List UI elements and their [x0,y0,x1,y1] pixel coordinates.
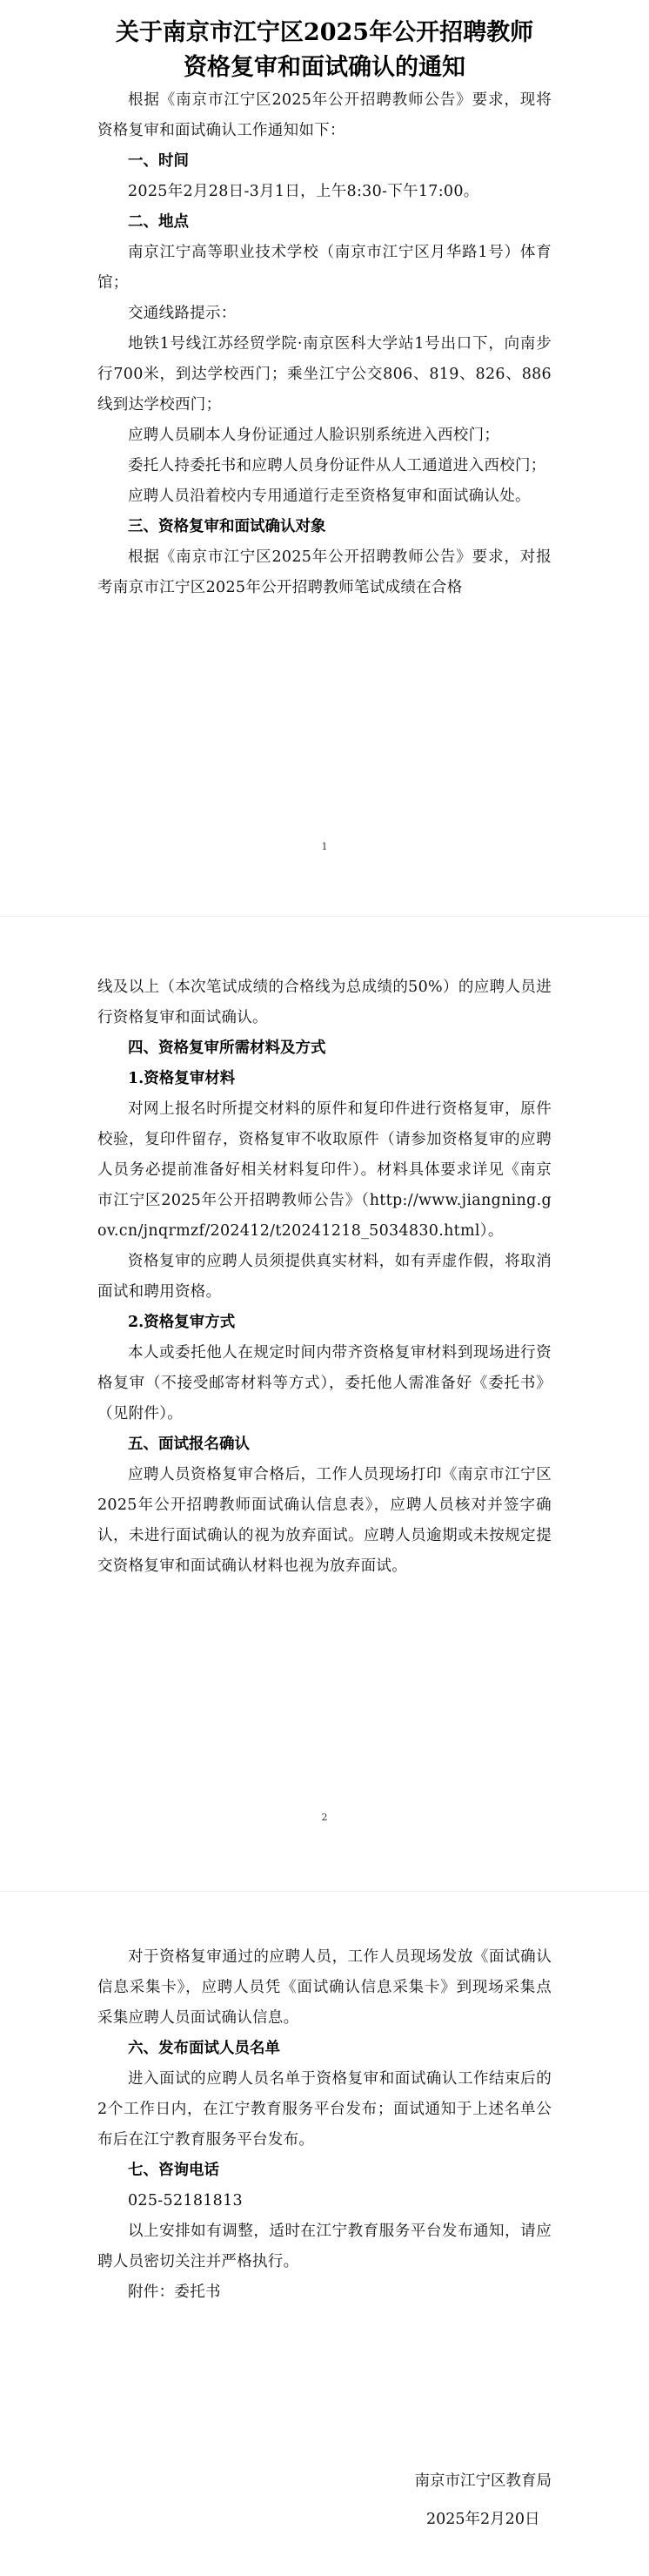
section-heading: 五、面试报名确认 [128,1436,250,1453]
body-paragraph: 025-52181813 [128,2192,243,2209]
body-paragraph: 应聘人员资格复审合格后，工作人员现场打印《南京市江宁区2025年公开招聘教师面试确认信息表》，应聘人员核对并签字确认，未进行面试确认的视为放弃面试。应聘人员逾期或未按规定提交资格复审和面试确认材料也视为放弃面试。 [97,1466,552,1575]
body-paragraph: 2025年2月28日-3月1日，上午8:30-下午17:00。 [128,183,479,200]
section-heading: 1.资格复审材料 [128,1070,236,1087]
body-paragraph: 根据《南京市江宁区2025年公开招聘教师公告》要求，现将资格复审和面试确认工作通知如下： [97,91,552,139]
title-line-2: 资格复审和面试确认的通知 [184,54,465,81]
body-paragraph: 南京江宁高等职业技术学校（南京市江宁区月华路1号）体育馆； [97,244,552,292]
body-paragraph: 应聘人员沿着校内专用通道行走至资格复审和面试确认处。 [128,488,531,505]
body-paragraph: 线及以上（本次笔试成绩的合格线为总成绩的50%）的应聘人员进行资格复审和面试确认。 [97,979,552,1026]
body-paragraph: 进入面试的应聘人员名单于资格复审和面试确认工作结束后的2个工作日内，在江宁教育服务平台发布；面试通知于上述名单公布后在江宁教育服务平台发布。 [97,2070,552,2149]
page-number: 1 [321,841,328,852]
page-2-body [97,972,552,1582]
page-2 [0,917,649,1892]
section-heading: 一、时间 [128,152,189,170]
body-paragraph: 应聘人员刷本人身份证通过人脸识别系统进入西校门； [128,427,500,444]
page-number: 2 [321,1812,328,1823]
page-3-body [97,1942,552,2308]
signature-block [415,2466,552,2534]
body-paragraph: 委托人持委托书和应聘人员身份证件从人工通道进入西校门； [128,457,546,474]
body-paragraph: 以上安排如有调整，适时在江宁教育服务平台发布通知，请应聘人员密切关注并严格执行。 [97,2223,552,2270]
section-heading: 四、资格复审所需材料及方式 [128,1039,326,1057]
body-paragraph: 对于资格复审通过的应聘人员，工作人员现场发放《面试确认信息采集卡》，应聘人员凭《面试确认信息采集卡》到现场采集点采集应聘人员面试确认信息。 [97,1948,552,2027]
section-heading: 六、发布面试人员名单 [128,2040,280,2057]
section-heading: 2.资格复审方式 [128,1314,236,1331]
body-paragraph: 地铁1号线江苏经贸学院·南京医科大学站1号出口下，向南步行700米，到达学校西门；乘坐江宁公交806、819、826、886线到达学校西门； [97,335,552,414]
title-line-1: 关于南京市江宁区2025年公开招聘教师 [115,19,534,46]
body-paragraph: 资格复审的应聘人员须提供真实材料，如有弄虚作假，将取消面试和聘用资格。 [97,1253,552,1301]
body-paragraph: 附件：委托书 [128,2283,221,2301]
document-title [97,16,552,85]
page-3 [0,1892,649,2576]
issuing-organization: 南京市江宁区教育局 [414,2472,552,2490]
body-paragraph: 本人或委托他人在规定时间内带齐资格复审材料到现场进行资格复审（不接受邮寄材料等方式），委托他人需准备好《委托书》（见附件）。 [97,1344,552,1423]
section-heading: 二、地点 [128,213,189,231]
body-paragraph: 根据《南京市江宁区2025年公开招聘教师公告》要求，对报考南京市江宁区2025年公开招聘教师笔试成绩在合格 [97,548,552,596]
section-heading: 七、咨询电话 [128,2162,219,2179]
body-paragraph: 交通线路提示： [128,305,237,322]
body-paragraph: 对网上报名时所提交材料的原件和复印件进行资格复审，原件校验，复印件留存，资格复审不收取原件（请参加资格复审的应聘人员务必提前准备好相关材料复印件）。材料具体要求详见《南京市江宁区2025年公开招聘教师公告》（http://www.jiangning.gov.cn/jnqrmzf/202412/t20241218_5034830.html）。 [97,1100,552,1240]
section-heading: 三、资格复审和面试确认对象 [128,518,326,535]
issue-date: 2025年2月20日 [426,2511,540,2528]
page-1 [0,0,649,917]
page-1-body [97,85,552,603]
